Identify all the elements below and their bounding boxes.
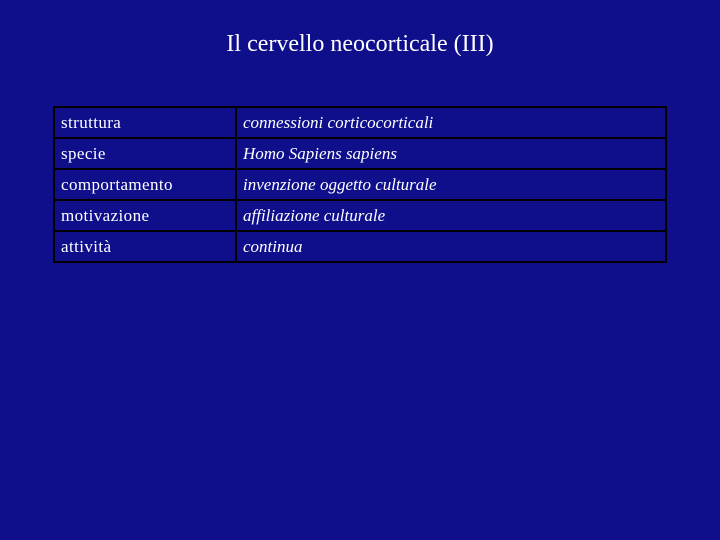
row-label: comportamento — [54, 169, 236, 200]
row-label: specie — [54, 138, 236, 169]
row-value: invenzione oggetto culturale — [236, 169, 666, 200]
row-label: attività — [54, 231, 236, 262]
table-row — [54, 169, 666, 200]
row-label: motivazione — [54, 200, 236, 231]
row-label: struttura — [54, 107, 236, 138]
slide-title: Il cervello neocorticale (III) — [226, 31, 494, 57]
row-value: connessioni corticocorticali — [236, 107, 666, 138]
row-value: continua — [236, 231, 666, 262]
table-row — [54, 107, 666, 138]
table-row — [54, 200, 666, 231]
row-value: Homo Sapiens sapiens — [236, 138, 666, 169]
row-value: affiliazione culturale — [236, 200, 666, 231]
table-row — [54, 138, 666, 169]
attributes-table — [53, 106, 667, 263]
table-row — [54, 231, 666, 262]
